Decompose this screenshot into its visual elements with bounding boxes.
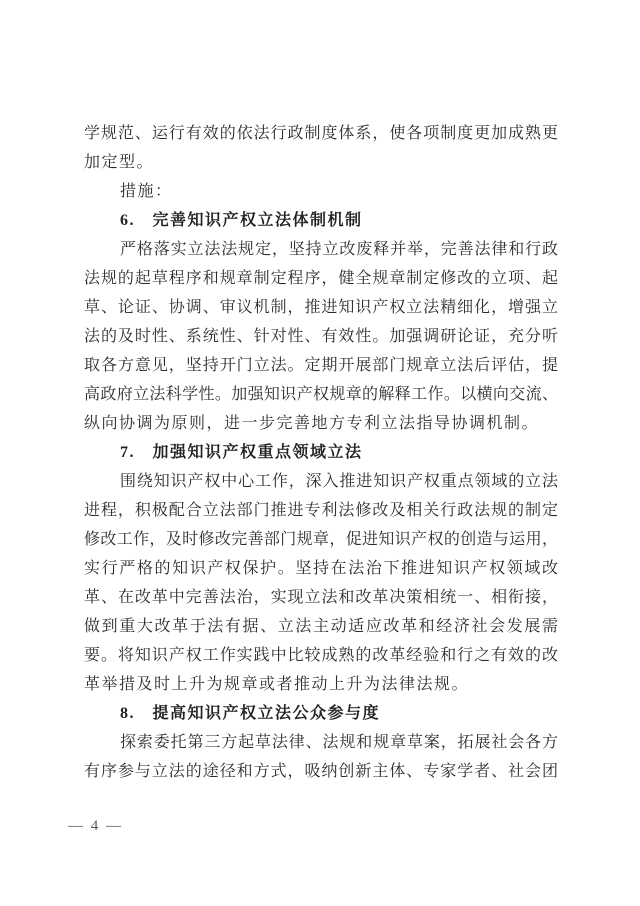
- text-line: 有序参与立法的途径和方式，吸纳创新主体、专家学者、社会团: [84, 763, 558, 780]
- text-line: 学规范、运行有效的依法行政制度体系，使各项制度更加成熟更: [84, 125, 558, 142]
- text-line: 法规的起草程序和规章制定程序，健全规章制定修改的立项、起: [84, 270, 558, 287]
- section-heading: 7. 加强知识产权重点领域立法: [120, 444, 363, 461]
- document-body: [84, 119, 558, 786]
- text-line: 进程，积极配合立法部门推进专利法修改及相关行政法规的制定: [84, 502, 558, 519]
- text-line: 法的及时性、系统性、针对性、有效性。加强调研论证，充分听: [84, 328, 558, 345]
- text-line: 革、在改革中完善法治，实现立法和改革决策相统一、相衔接，: [84, 589, 558, 606]
- text-line: 实行严格的知识产权保护。坚持在法治下推进知识产权领域改: [84, 560, 558, 577]
- text-line: 高政府立法科学性。加强知识产权规章的解释工作。以横向交流、: [84, 386, 558, 403]
- text-line: 措施：: [120, 183, 173, 200]
- text-line: 严格落实立法法规定，坚持立改废释并举，完善法律和行政: [120, 241, 558, 258]
- text-line: 取各方意见，坚持开门立法。定期开展部门规章立法后评估，提: [84, 357, 558, 374]
- text-line: 纵向协调为原则，进一步完善地方专利立法指导协调机制。: [84, 415, 540, 432]
- text-line: 草、论证、协调、审议机制，推进知识产权立法精细化，增强立: [84, 299, 558, 316]
- text-line: 探索委托第三方起草法律、法规和规章草案，拓展社会各方: [120, 734, 558, 751]
- text-line: 革举措及时上升为规章或者推动上升为法律法规。: [84, 676, 470, 693]
- text-line: 修改工作，及时修改完善部门规章，促进知识产权的创造与运用，: [84, 531, 558, 548]
- page-number: — 4 —: [68, 818, 123, 834]
- text-line: 要。将知识产权工作实践中比较成熟的改革经验和行之有效的改: [84, 647, 558, 664]
- text-line: 加定型。: [84, 154, 155, 171]
- section-heading: 6. 完善知识产权立法体制机制: [120, 212, 363, 229]
- text-line: 做到重大改革于法有据、立法主动适应改革和经济社会发展需: [84, 618, 558, 635]
- section-heading: 8. 提高知识产权立法公众参与度: [120, 705, 381, 722]
- text-line: 围绕知识产权中心工作，深入推进知识产权重点领域的立法: [120, 473, 558, 490]
